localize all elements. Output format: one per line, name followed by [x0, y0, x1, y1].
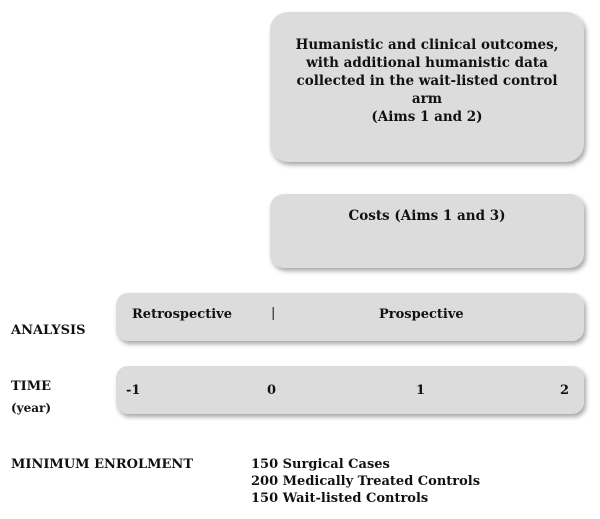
enrolment-list	[251, 456, 480, 507]
time-bar	[116, 366, 584, 414]
enrolment-label: MINIMUM ENROLMENT	[11, 457, 193, 472]
analysis-divider: |	[271, 306, 276, 321]
outcomes-line: (Aims 1 and 2)	[371, 109, 483, 125]
retrospective-label: Retrospective	[132, 307, 232, 322]
prospective-label: Prospective	[379, 307, 464, 322]
time-tick: 2	[560, 383, 570, 398]
costs-box	[270, 194, 584, 268]
time-tick: 0	[267, 383, 277, 398]
outcomes-line: arm	[411, 91, 443, 107]
time-unit-label: (year)	[11, 401, 52, 415]
time-tick: -1	[126, 383, 141, 398]
enrolment-item: 200 Medically Treated Controls	[251, 474, 481, 489]
time-tick: 1	[416, 383, 426, 398]
outcomes-line: collected in the wait-listed control	[296, 73, 558, 89]
costs-label: Costs (Aims 1 and 3)	[348, 208, 506, 224]
enrolment-item: 150 Surgical Cases	[251, 457, 390, 472]
analysis-row-label: ANALYSIS	[11, 323, 86, 338]
enrolment-item: 150 Wait-listed Controls	[251, 491, 429, 506]
outcomes-line: with additional humanistic data	[306, 55, 548, 71]
outcomes-line: Humanistic and clinical outcomes,	[295, 37, 559, 53]
analysis-bar	[116, 293, 584, 341]
outcomes-text	[270, 36, 584, 126]
outcomes-box	[270, 12, 584, 162]
time-row-label: TIME	[11, 379, 52, 394]
